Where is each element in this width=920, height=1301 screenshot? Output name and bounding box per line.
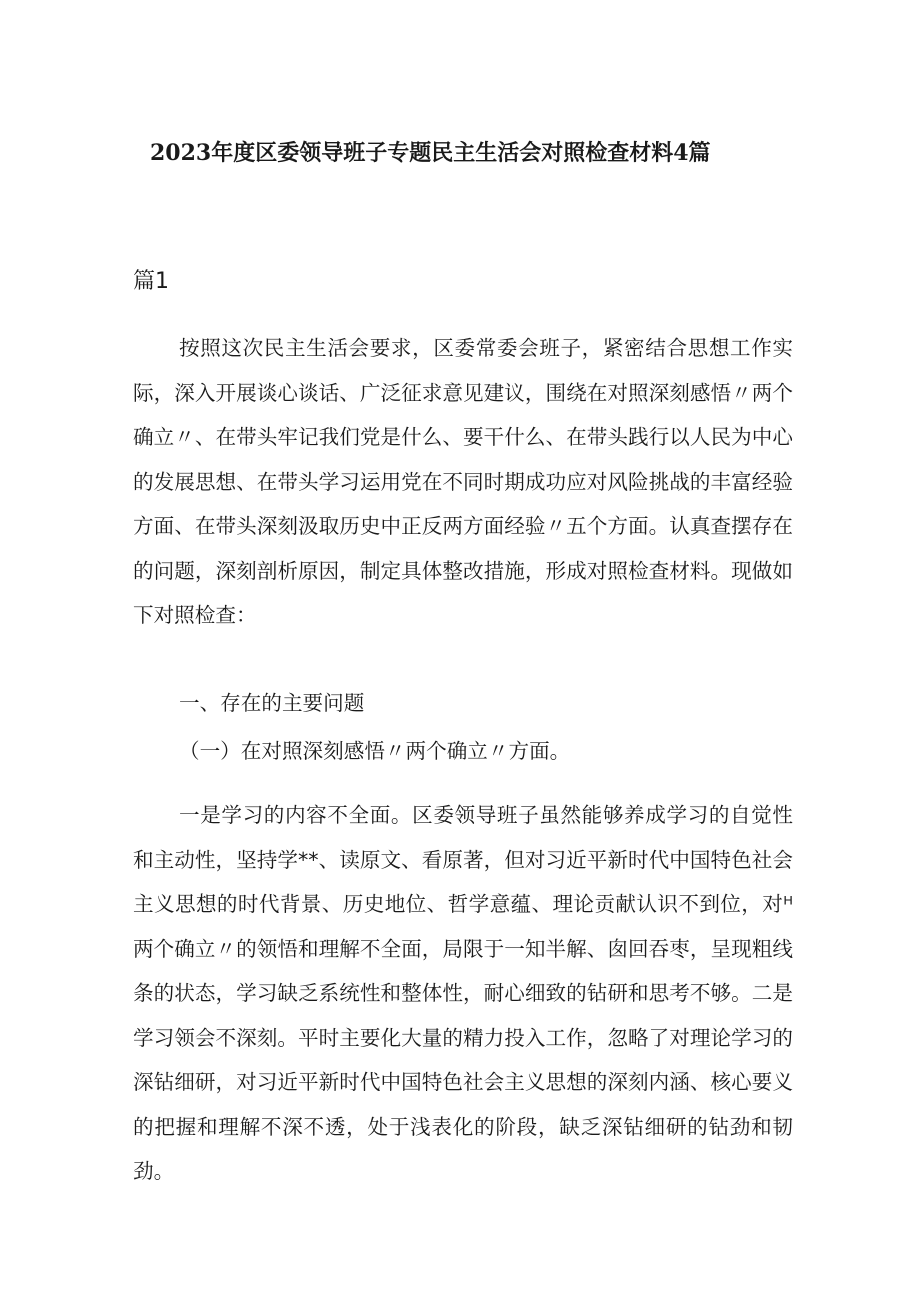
document-title: 2023年度区委领导班子专题民主生活会对照检查材料4篇 — [150, 140, 711, 166]
chapter-label: 篇1 — [133, 269, 169, 294]
body-paragraph: 一是学习的内容不全面。区委领导班子虽然能够养成学习的自觉性和主动性，坚持学**、读原文、看原著，但对习近平新时代中国特色社会主义思想的时代背景、历史地位、哲学意蕴、理论贡献认识不到位，对ᴴ两个确立〃的领悟和理解不全面，局限于一知半解、囱回吞枣，呈现粗线条的状态，学习缺乏系统性和整体性，耐心细致的钻研和思考不够。二是学习领会不深刻。平时主要化大量的精力投入工作，忽略了对理论学习的深钻细研，对习近平新时代中国特色社会主义思想的深刻内涵、核心要义的把握和理解不深不透，处于浅表化的阶段，缺乏深钻细研的钻劲和韧劲。 — [133, 803, 793, 1183]
intro-paragraph: 按照这次民主生活会要求，区委常委会班子，紧密结合思想工作实际，深入开展谈心谈话、广泛征求意见建议，围绕在对照深刻感悟〃两个确立〃、在带头牢记我们党是什么、要干什么、在带头践行以人民为中心的发展思想、在带头学习运用党在不同时期成功应对风险挑战的丰富经验方面、在带头深刻汲取历史中正反两方面经验〃五个方面。认真查摆存在的问题，深刻剖析原因，制定具体整改措施，形成对照检查材料。现做如下对照检查： — [133, 336, 793, 627]
subsection-heading: （一）在对照深刻感悟〃两个确立〃方面。 — [179, 739, 571, 763]
section-heading: 一、存在的主要问题 — [179, 691, 365, 715]
